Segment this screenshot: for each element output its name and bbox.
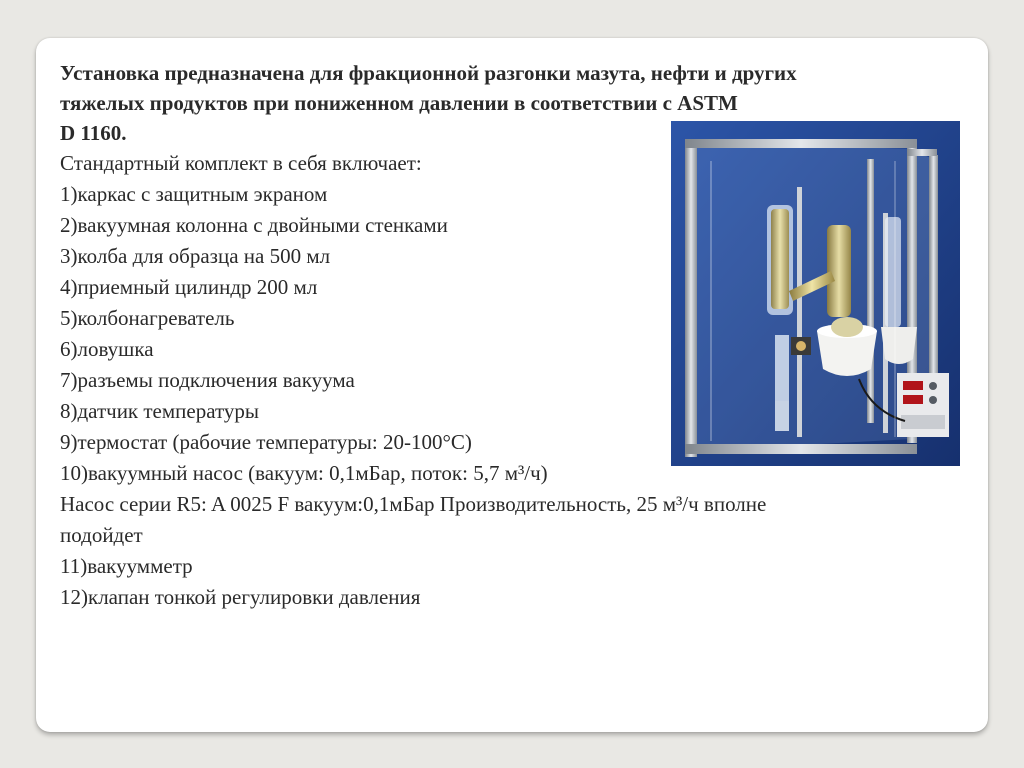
list-item: 10)вакуумный насос (вакуум: 0,1мБар, поток: 5,7 м³/ч) — [60, 461, 548, 485]
apparatus-photo — [671, 121, 960, 466]
list-item: 9)термостат (рабочие температуры: 20-100°С) — [60, 430, 472, 454]
pump-note-line-1: Насос серии R5: A 0025 F вакуум:0,1мБар Производительность, 25 м³/ч вполне — [60, 492, 767, 516]
heading-line-1: Установка предназначена для фракционной разгонки мазута, нефти и других — [60, 61, 797, 85]
list-item: 6)ловушка — [60, 337, 154, 361]
heading-line-2: тяжелых продуктов при пониженном давлении в соответствии с ASTM — [60, 91, 738, 115]
pump-note-line-2: подойдет — [60, 523, 143, 547]
list-item: 11)вакуумметр — [60, 554, 193, 578]
list-item: 4)приемный цилиндр 200 мл — [60, 275, 318, 299]
list-item: 7)разъемы подключения вакуума — [60, 368, 355, 392]
list-item: 5)колбонагреватель — [60, 306, 235, 330]
list-item: 1)каркас с защитным экраном — [60, 182, 328, 206]
list-item: 12)клапан тонкой регулировки давления — [60, 585, 421, 609]
list-item: 3)колба для образца на 500 мл — [60, 244, 331, 268]
distillation-apparatus-illustration — [671, 121, 960, 466]
list-item: 2)вакуумная колонна с двойными стенками — [60, 213, 448, 237]
list-item: 8)датчик температуры — [60, 399, 260, 423]
list-intro: Стандартный комплект в себя включает: — [60, 151, 422, 175]
heading-line-3: D 1160. — [60, 121, 127, 145]
